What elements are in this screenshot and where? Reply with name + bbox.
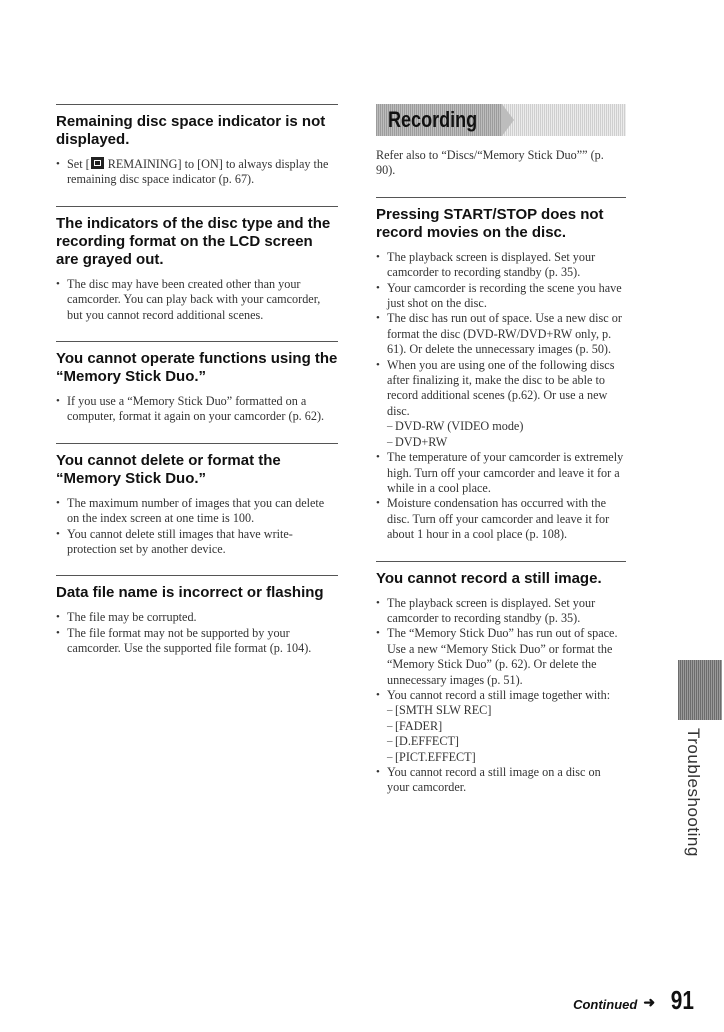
section-still-image: [376, 561, 626, 796]
section-heading: Pressing START/STOP does not record movies on the disc.: [376, 205, 604, 241]
bullet-item: • The playback screen is displayed. Set your camcorder to recording standby (p. 35).: [376, 596, 626, 627]
section-grayed-indicators: [56, 206, 338, 323]
page-number: 91: [670, 985, 694, 1015]
section-memory-stick-functions: [56, 341, 338, 425]
bullet-item: • When you are using one of the following discs after finalizing it, make the disc to be able to record additional scenes (p.62). Or use a new disc. – DVD-RW (VIDEO mode) – DVD+RW: [376, 358, 626, 450]
bullet-list: [376, 596, 626, 796]
bullet-item: • You cannot delete still images that have write-protection set by another device.: [56, 527, 338, 558]
side-tab-label: Troubleshooting: [684, 728, 703, 857]
sub-item: – [PICT.EFFECT]: [387, 750, 626, 765]
bullet-item: • The disc has run out of space. Use a new disc or format the disc (DVD-RW/DVD+RW only, p. 61). Or delete the unnecessary images (p. 50).: [376, 311, 626, 357]
intro-text: Refer also to “Discs/“Memory Stick Duo”” (p. 90).: [376, 148, 604, 178]
bullet-item: • If you use a “Memory Stick Duo” formatted on a computer, format it again on your camcorder (p. 62).: [56, 394, 338, 425]
left-column: [56, 104, 338, 675]
bullet-item: • The file format may not be supported by your camcorder. Use the supported file format (p. 104).: [56, 626, 338, 657]
bullet-item: • You cannot record a still image together with: – [SMTH SLW REC] – [FADER] – [D.EFFECT] – [PICT.EFFECT]: [376, 688, 626, 765]
arrow-right-icon: ➜: [643, 996, 656, 1011]
sub-item: – DVD+RW: [387, 435, 626, 450]
bullet-item: • The maximum number of images that you can delete on the index screen at one time is 100.: [56, 496, 338, 527]
bullet-item: • Set [ REMAINING] to [ON] to always display the remaining disc space indicator (p. 67).: [56, 157, 338, 188]
bullet-item: • The disc may have been created other than your camcorder. You can play back with your camcorder, but you cannot record additional scenes.: [56, 277, 338, 323]
section-delete-format: [56, 443, 338, 558]
bullet-item: • You cannot record a still image on a disc on your camcorder.: [376, 765, 626, 796]
bullet-list: [56, 496, 338, 558]
bullet-item: • The “Memory Stick Duo” has run out of space. Use a new “Memory Stick Duo” or format the “Memory Stick Duo” (p. 62). Or delete the unnecessary images (p. 51).: [376, 626, 626, 688]
section-heading: You cannot delete or format the “Memory Stick Duo.”: [56, 451, 281, 487]
bullet-item: • Moisture condensation has occurred with the disc. Turn off your camcorder and leave it for about 1 hour in a cool place (p. 108).: [376, 496, 626, 542]
banner-chevron: [502, 104, 514, 136]
bullet-item: • The playback screen is displayed. Set your camcorder to recording standby (p. 35).: [376, 250, 626, 281]
recording-banner: [376, 104, 626, 136]
bullet-list: [56, 277, 338, 323]
side-tab-marker: [678, 660, 722, 720]
sub-item: – [FADER]: [387, 719, 626, 734]
section-heading: You cannot operate functions using the “Memory Stick Duo.”: [56, 350, 338, 386]
sub-list: [387, 419, 626, 450]
bullet-list: [56, 610, 338, 656]
disc-icon: [91, 157, 104, 169]
section-start-stop: [376, 197, 626, 543]
sub-item: – [SMTH SLW REC]: [387, 703, 626, 718]
section-disc-space: [56, 104, 338, 188]
continued-label: Continued: [573, 997, 638, 1012]
page-footer: [573, 985, 694, 1015]
section-file-name: [56, 575, 338, 656]
bullet-list: [376, 250, 626, 543]
bullet-item: • The file may be corrupted.: [56, 610, 338, 625]
bullet-item: • The temperature of your camcorder is extremely high. Turn off your camcorder and leave it for a while in a cool place.: [376, 450, 626, 496]
section-heading: Remaining disc space indicator is not displayed.: [56, 113, 326, 148]
section-heading: The indicators of the disc type and the recording format on the LCD screen are grayed out.: [56, 214, 331, 268]
banner-title: Recording: [388, 107, 478, 132]
sub-item: – DVD-RW (VIDEO mode): [387, 419, 626, 434]
sub-item: – [D.EFFECT]: [387, 734, 626, 749]
section-heading: Data file name is incorrect or flashing: [56, 584, 324, 602]
sub-list: [387, 703, 626, 765]
bullet-list: [56, 157, 338, 188]
bullet-list: [56, 394, 338, 425]
right-column: [376, 104, 626, 814]
section-heading: You cannot record a still image.: [376, 569, 602, 587]
bullet-item: • Your camcorder is recording the scene you have just shot on the disc.: [376, 281, 626, 312]
